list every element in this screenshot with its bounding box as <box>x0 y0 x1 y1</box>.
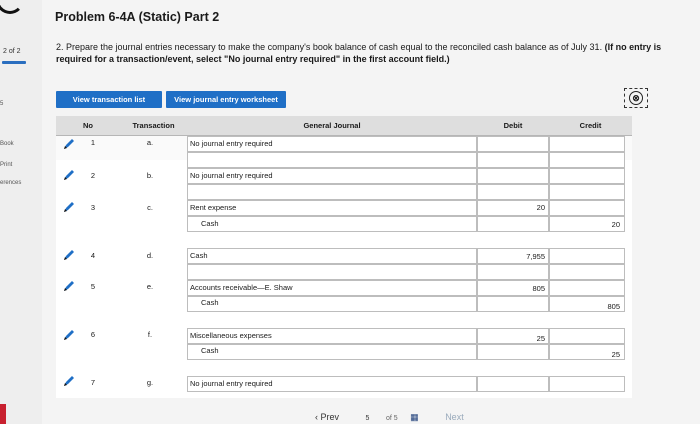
sidebar <box>0 0 42 424</box>
question-body: Prepare the journal entries necessary to make the company's book balance of cash equal to the reconciled cash balance as of July 31. <box>66 42 603 52</box>
account-name: Cash <box>201 298 219 307</box>
debit-amount: 7,955 <box>526 252 545 261</box>
credit-field[interactable] <box>549 200 625 216</box>
credit-field[interactable] <box>549 376 625 392</box>
journal-table <box>56 116 632 398</box>
credit-amount: 805 <box>607 302 620 311</box>
account-field[interactable] <box>187 216 477 232</box>
edit-icon[interactable] <box>62 328 76 342</box>
credit-field[interactable] <box>549 136 625 152</box>
progress-bar <box>2 61 26 64</box>
debit-field[interactable] <box>477 152 549 168</box>
entry-no: 1 <box>90 138 96 147</box>
header-debit: Debit <box>477 116 549 136</box>
page-indicator: 2 of 2 <box>3 48 21 55</box>
debit-field[interactable] <box>477 184 549 200</box>
credit-field[interactable] <box>549 248 625 264</box>
edit-icon[interactable] <box>62 168 76 182</box>
entry-no: 4 <box>90 251 96 260</box>
account-name: No journal entry required <box>190 171 273 180</box>
edit-icon[interactable] <box>62 279 76 293</box>
credit-field[interactable] <box>549 184 625 200</box>
header-transaction: Transaction <box>120 116 187 136</box>
sidebar-item-print[interactable]: Print <box>0 162 13 168</box>
credit-field[interactable] <box>549 152 625 168</box>
question-instruction: (If no entry is required for a transaction/event, select "No journal entry required" in the first account field.) <box>56 42 662 64</box>
account-name: Miscellaneous expenses <box>190 331 272 340</box>
red-accent-bar <box>0 404 6 424</box>
account-name: Cash <box>201 346 219 355</box>
account-field[interactable] <box>187 264 477 280</box>
grid-icon[interactable]: ▦ <box>410 412 419 422</box>
account-name: Accounts receivable—E. Shaw <box>190 283 293 292</box>
account-field[interactable] <box>187 152 477 168</box>
credit-field[interactable] <box>549 328 625 344</box>
entry-transaction: a. <box>146 138 154 147</box>
credit-amount: 25 <box>611 350 620 359</box>
edit-icon[interactable] <box>62 248 76 262</box>
logo-icon <box>0 0 24 14</box>
sidebar-item-references[interactable]: erences <box>0 180 22 186</box>
debit-field[interactable] <box>477 264 549 280</box>
debit-amount: 20 <box>536 203 545 212</box>
page-total: of 5 <box>385 415 398 422</box>
account-name: No journal entry required <box>190 139 273 148</box>
entry-transaction: e. <box>146 282 154 291</box>
credit-field[interactable] <box>549 280 625 296</box>
pagination <box>315 412 464 423</box>
edit-icon[interactable] <box>62 137 76 151</box>
debit-field[interactable] <box>477 376 549 392</box>
debit-amount: 25 <box>536 334 545 343</box>
sidebar-item-book[interactable]: Book <box>0 141 14 147</box>
account-name: No journal entry required <box>190 379 273 388</box>
entry-transaction: g. <box>146 378 154 387</box>
close-icon: ⊗ <box>629 91 643 105</box>
credit-field[interactable] <box>549 264 625 280</box>
page-title: Problem 6-4A (Static) Part 2 <box>55 10 220 24</box>
account-name: Cash <box>201 219 219 228</box>
entry-transaction: b. <box>146 171 154 180</box>
debit-field[interactable] <box>477 344 549 360</box>
account-field[interactable] <box>187 248 477 264</box>
question-number: 2. <box>56 42 64 52</box>
entry-no: 2 <box>90 171 96 180</box>
debit-amount: 805 <box>532 284 545 293</box>
page-current[interactable]: 5 <box>365 415 370 422</box>
prev-button[interactable]: ‹ Prev <box>315 412 340 422</box>
account-field[interactable] <box>187 184 477 200</box>
view-transaction-list-button[interactable]: View transaction list <box>56 91 162 108</box>
question-text <box>56 42 696 65</box>
account-name: Cash <box>190 251 208 260</box>
credit-amount: 20 <box>611 220 620 229</box>
debit-field[interactable] <box>477 168 549 184</box>
account-field[interactable] <box>187 344 477 360</box>
view-journal-entry-worksheet-button[interactable]: View journal entry worksheet <box>166 91 286 108</box>
header-general-journal: General Journal <box>187 116 477 136</box>
entry-no: 3 <box>90 203 96 212</box>
entry-no: 7 <box>90 378 96 387</box>
entry-transaction: c. <box>147 203 153 212</box>
sidebar-label-5: 5 <box>0 101 4 107</box>
close-button[interactable] <box>624 88 648 108</box>
account-name: Rent expense <box>190 203 237 212</box>
credit-field[interactable] <box>549 168 625 184</box>
debit-field[interactable] <box>477 216 549 232</box>
entry-no: 6 <box>90 330 96 339</box>
debit-field[interactable] <box>477 136 549 152</box>
edit-icon[interactable] <box>62 374 76 388</box>
next-button[interactable]: Next <box>445 412 464 422</box>
entry-no: 5 <box>90 282 96 291</box>
header-no: No <box>56 116 120 136</box>
edit-icon[interactable] <box>62 200 76 214</box>
header-credit: Credit <box>549 116 632 136</box>
entry-transaction: f. <box>147 330 153 339</box>
entry-transaction: d. <box>146 251 154 260</box>
account-field[interactable] <box>187 296 477 312</box>
debit-field[interactable] <box>477 296 549 312</box>
